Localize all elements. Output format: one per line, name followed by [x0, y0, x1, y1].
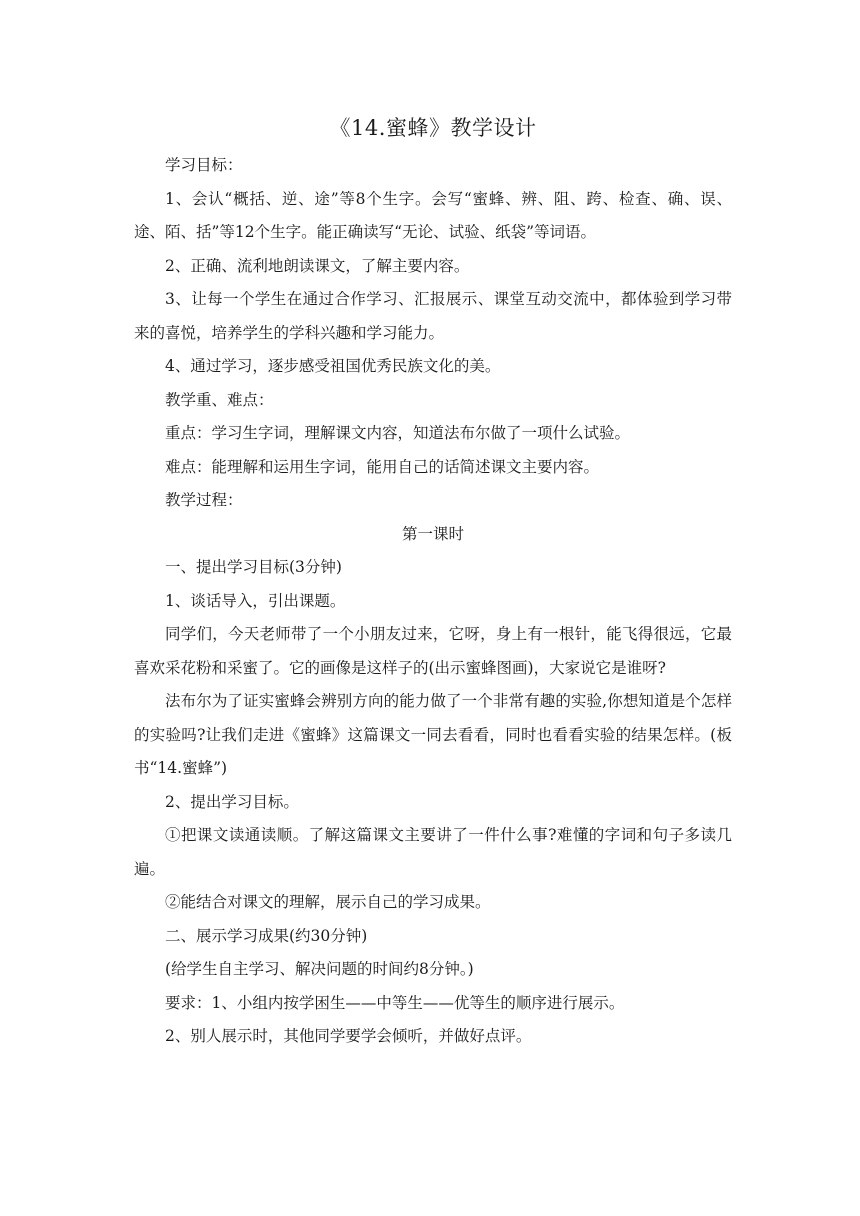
requirement-2: 2、别人展示时，其他同学要学会倾听，并做好点评。 [165, 1027, 532, 1045]
goal-item-1: ①把课文读通读顺。了解这篇课文主要讲了一件什么事?难懂的字词和句子多读几遍。 [134, 826, 732, 878]
substep-1: 1、谈话导入，引出课题。 [165, 591, 346, 610]
section-heading-key-points: 教学重、难点： [165, 390, 274, 409]
document-title: 《14.蜜蜂》教学设计 [329, 116, 537, 140]
objective-3: 3、让每一个学生在通过合作学习、汇报展示、课堂互动交流中，都体验到学习带来的喜悦，培养学生的学科兴趣和学习能力。 [134, 290, 732, 342]
objective-1: 1、会认“概括、逆、途”等8个生字。会写“蜜蜂、辨、阻、跨、检查、确、误、途、陌、括”等12个生字。能正确读写“无论、试验、纸袋”等词语。 [134, 189, 732, 241]
step-heading-1: 一、提出学习目标(3分钟) [165, 558, 342, 576]
substep-2: 2、提出学习目标。 [165, 792, 299, 811]
requirement-1: 要求：1、小组内按学困生——中等生——优等生的顺序进行展示。 [165, 993, 625, 1012]
step-heading-2: 二、展示学习成果(约30分钟) [165, 926, 368, 945]
self-study-note: (给学生自主学习、解决问题的时间约8分钟。) [165, 960, 474, 978]
intro-paragraph: 同学们，今天老师带了一个小朋友过来，它呀，身上有一根针，能飞得很远，它最喜欢采花粉和采蜜了。它的画像是这样子的(出示蜜蜂图画)，大家说它是谁呀? [134, 625, 732, 677]
goal-item-2: ②能结合对课文的理解，展示自己的学习成果。 [165, 893, 491, 911]
objective-4: 4、通过学习，逐步感受祖国优秀民族文化的美。 [165, 357, 501, 375]
fabre-paragraph: 法布尔为了证实蜜蜂会辨别方向的能力做了一个非常有趣的实验,你想知道是个怎样的实验吗?让我们走进《蜜蜂》这篇课文一同去看看，同时也看看实验的结果怎样。(板书“14.蜜蜂”) [134, 692, 732, 777]
section-heading-process: 教学过程： [165, 491, 243, 509]
difficult-point: 难点：能理解和运用生字词，能用自己的话简述课文主要内容。 [165, 457, 600, 476]
section-heading-objectives: 学习目标： [165, 156, 243, 174]
key-point: 重点：学习生字词，理解课文内容，知道法布尔做了一项什么试验。 [165, 424, 631, 442]
objective-2: 2、正确、流利地朗读课文，了解主要内容。 [165, 256, 470, 275]
document-body [134, 149, 732, 1054]
lesson-heading: 第一课时 [401, 524, 464, 543]
